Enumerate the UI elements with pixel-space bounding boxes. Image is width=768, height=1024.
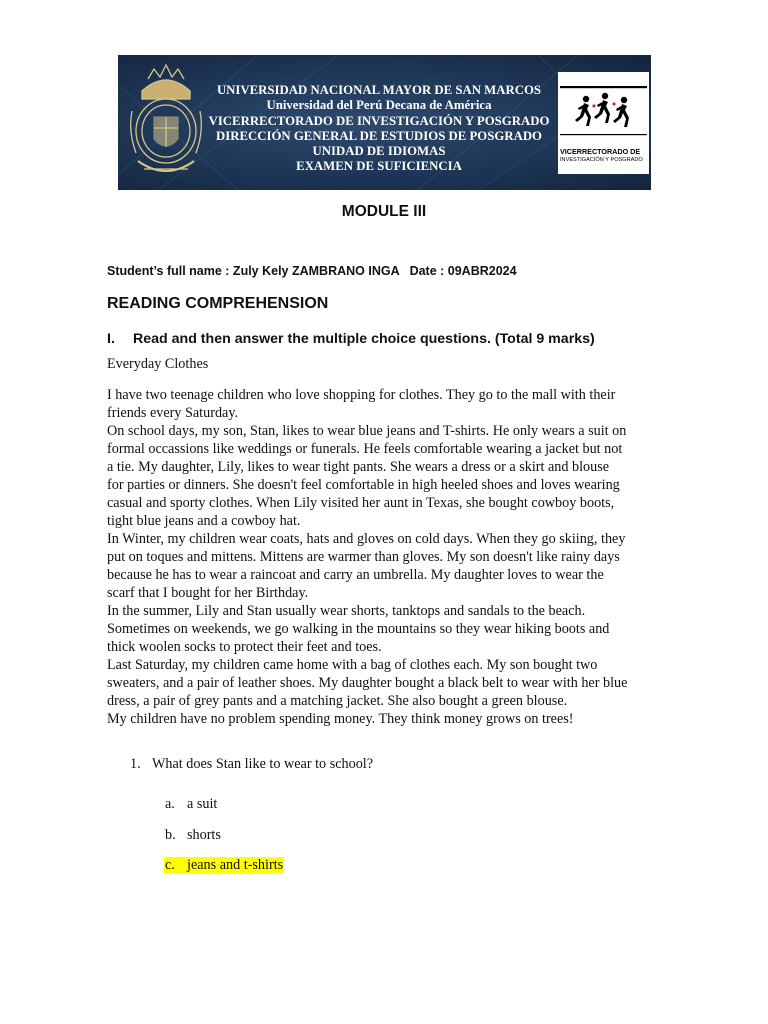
module-title: MODULE III — [341, 203, 427, 220]
instruction-number: I. — [107, 331, 115, 347]
instruction-text: Read and then answer the multiple choice questions. (Total 9 marks) — [133, 331, 595, 347]
story-line: tight blue jeans and a cowboy hat. — [107, 513, 301, 529]
option-letter: b. — [165, 827, 176, 843]
logo-caption — [560, 147, 649, 163]
story-line: On school days, my son, Stan, likes to wear blue jeans and T-shirts. He only wears a suit on — [107, 423, 627, 439]
story-line: In Winter, my children wear coats, hats and gloves on cold days. When they go skiing, they — [107, 531, 626, 547]
story-line: In the summer, Lily and Stan usually wear shorts, tanktops and sandals to the beach. — [107, 603, 586, 619]
university-crest-icon — [124, 61, 208, 184]
header-title-block — [204, 83, 554, 175]
story-line: thick woolen socks to protect their feet and toes. — [107, 639, 382, 655]
story-line: Sometimes on weekends, we go walking in the mountains so they wear hiking boots and — [107, 621, 610, 637]
question-number: 1. — [130, 756, 141, 772]
option-text: shorts — [187, 827, 221, 843]
header-line-unidad: UNIDAD DE IDIOMAS — [312, 144, 446, 159]
question-1 — [130, 756, 373, 773]
header-line-examen: EXAMEN DE SUFICIENCIA — [296, 159, 462, 174]
story-line: My children have no problem spending money. They think money grows on trees! — [107, 711, 574, 727]
header-line-decana: Universidad del Perú Decana de América — [266, 98, 492, 113]
instruction — [107, 331, 595, 347]
header-line-university: UNIVERSIDAD NACIONAL MAYOR DE SAN MARCOS — [216, 83, 542, 97]
logo-caption-line-1: VICERRECTORADO DE — [560, 147, 641, 156]
story-line: for parties or dinners. She doesn't feel comfortable in high heeled shoes and loves wearing — [107, 477, 620, 493]
story-line: a tie. My daughter, Lily, likes to wear tight pants. She wears a dress or a skirt and blouse — [107, 459, 610, 475]
option-letter: c. — [165, 857, 175, 873]
story-line: put on toques and mittens. Mittens are warmer than gloves. My son doesn't like rainy days — [107, 549, 620, 565]
header-banner — [118, 55, 651, 190]
header-line-vicerrectorado: VICERRECTORADO DE INVESTIGACIÓN Y POSGRADO — [208, 113, 550, 128]
answer-option-c-highlighted — [164, 857, 284, 874]
story-line: I have two teenage children who love shopping for clothes. They go to the mall with their — [107, 387, 616, 403]
section-title: READING COMPREHENSION — [107, 295, 329, 312]
story-line: sweaters, and a pair of leather shoes. My daughter bought a black belt to wear with her blue — [107, 675, 628, 691]
story-title: Everyday Clothes — [107, 356, 209, 372]
option-text: jeans and t-shirts — [187, 857, 284, 873]
story-line: because he has to wear a raincoat and carry an umbrella. My daughter loves to wear the — [107, 567, 604, 583]
answer-option-b — [164, 827, 222, 844]
answer-option-a — [164, 796, 218, 813]
story-line: casual and sporty clothes. When Lily visited her aunt in Texas, she bought cowboy boots, — [107, 495, 615, 511]
story-text — [107, 386, 667, 728]
question-text: What does Stan like to wear to school? — [152, 756, 374, 772]
logo-caption-line-2: INVESTIGACIÓN Y POSGRADO — [560, 157, 643, 163]
runners-logo-icon — [558, 72, 649, 146]
vicerrectorado-logo — [558, 72, 649, 174]
story-line: friends every Saturday. — [107, 405, 239, 421]
student-info-line: Student’s full name : Zuly Kely ZAMBRANO INGA Date : 09ABR2024 — [107, 264, 517, 278]
option-letter: a. — [165, 796, 175, 812]
story-line: scarf that I bought for her Birthday. — [107, 585, 309, 601]
story-line: Last Saturday, my children came home with a bag of clothes each. My son bought two — [107, 657, 598, 673]
option-text: a suit — [187, 796, 218, 812]
story-line: dress, a pair of grey pants and a matching jacket. She also bought a green blouse. — [107, 693, 568, 709]
header-line-direccion: DIRECCIÓN GENERAL DE ESTUDIOS DE POSGRADO — [215, 128, 543, 143]
story-line: formal occassions like weddings or funerals. He feels comfortable wearing a jacket but not — [107, 441, 623, 457]
